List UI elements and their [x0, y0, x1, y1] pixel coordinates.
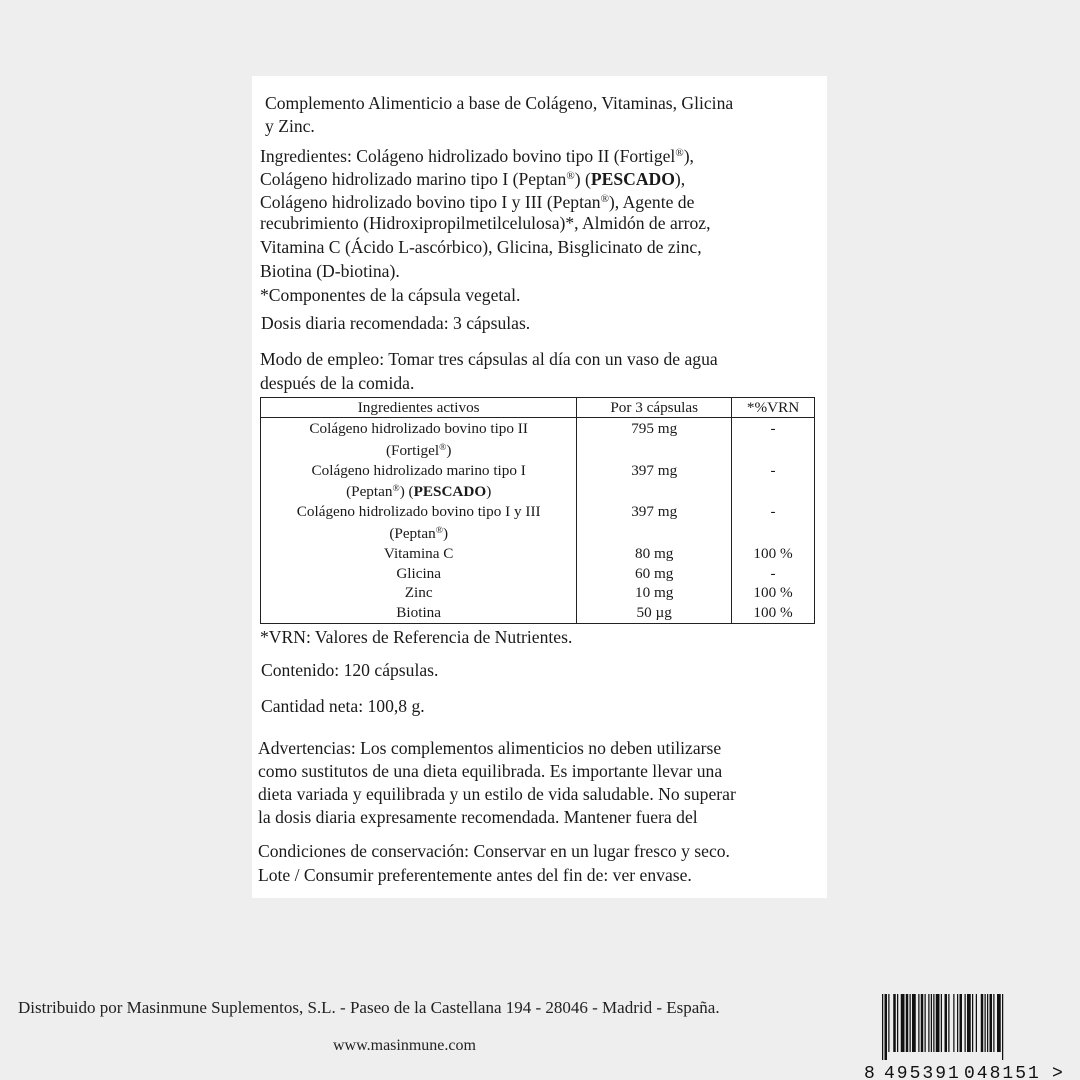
barcode-bar	[918, 994, 919, 1052]
barcode-bar	[893, 994, 896, 1052]
barcode-bar	[936, 994, 940, 1052]
ingredient-cell: Colágeno hidrolizado bovino tipo I y III (Peptan®)	[261, 502, 577, 544]
warnings-line-2: como sustitutos de una dieta equilibrada. Es importante llevar una	[258, 761, 723, 781]
barcode	[864, 990, 1070, 1080]
ingredient-cell: Colágeno hidrolizado marino tipo I (Peptan®) (PESCADO)	[261, 461, 577, 503]
barcode-bar	[953, 994, 954, 1052]
product-title-line-1: Complemento Alimenticio a base de Colágeno, Vitaminas, Glicina	[265, 93, 734, 113]
header-ingredients: Ingredientes activos	[261, 398, 577, 418]
usage-line-2: después de la comida.	[260, 373, 415, 393]
ingredients-line-4: recubrimiento (Hidroxipropilmetilcelulosa)*, Almidón de arroz,	[260, 213, 711, 233]
barcode-bar	[960, 994, 963, 1052]
barcode-bar	[897, 994, 898, 1052]
barcode-bar	[948, 994, 949, 1052]
barcode-bar	[965, 994, 966, 1052]
ingredients-line-3: Colágeno hidrolizado bovino tipo I y III (Peptan®), Agente de	[260, 192, 695, 212]
barcode-bar	[882, 994, 883, 1060]
table-row	[261, 603, 815, 623]
barcode-bar	[945, 994, 948, 1052]
vrn-cell: -	[732, 461, 815, 503]
barcode-bar	[985, 994, 986, 1052]
table-row	[261, 418, 815, 461]
table-row	[261, 544, 815, 564]
warnings-line-3: dieta variada y equilibrada y un estilo de vida saludable. No superar	[258, 784, 736, 804]
ingredient-cell: Glicina	[261, 564, 577, 584]
vrn-cell: 100 %	[732, 583, 815, 603]
amount-cell: 50 µg	[577, 603, 732, 623]
barcode-bar	[912, 994, 916, 1052]
amount-cell: 60 mg	[577, 564, 732, 584]
barcode-bar	[925, 994, 926, 1052]
barcode-bar	[1002, 994, 1003, 1060]
net-quantity: Cantidad neta: 100,8 g.	[261, 696, 425, 716]
barcode-bars	[882, 994, 1003, 1060]
vrn-cell: -	[732, 502, 815, 544]
warnings-line-1: Advertencias: Los complementos alimenticios no deben utilizarse	[258, 738, 722, 758]
amount-cell: 10 mg	[577, 583, 732, 603]
contents: Contenido: 120 cápsulas.	[261, 660, 439, 680]
amount-cell: 80 mg	[577, 544, 732, 564]
table-header-row	[261, 398, 815, 418]
barcode-bar	[885, 994, 888, 1060]
nutrition-table	[260, 397, 815, 624]
table-row	[261, 583, 815, 603]
barcode-bar	[990, 994, 993, 1052]
barcode-bar	[921, 994, 924, 1052]
vrn-note: *VRN: Valores de Referencia de Nutrientes.	[260, 627, 573, 647]
barcode-bar	[972, 994, 973, 1052]
storage-conditions: Condiciones de conservación: Conservar en un lugar fresco y seco.	[258, 841, 730, 861]
ingredients-line-6: Biotina (D-biotina).	[260, 261, 400, 281]
barcode-bar	[987, 994, 988, 1052]
barcode-left-digits: 495391	[884, 1064, 961, 1080]
barcode-bar	[888, 994, 889, 1052]
website-link: www.masinmune.com	[333, 1037, 476, 1054]
barcode-right-digits: 048151	[964, 1064, 1041, 1080]
barcode-bar	[976, 994, 977, 1052]
barcode-bar	[910, 994, 911, 1052]
usage-line-1: Modo de empleo: Tomar tres cápsulas al día con un vaso de agua	[260, 349, 718, 369]
warnings-line-4: la dosis diaria expresamente recomendada. Mantener fuera del	[258, 807, 698, 827]
barcode-bar	[931, 994, 932, 1052]
barcode-bar	[981, 994, 984, 1052]
daily-dose: Dosis diaria recomendada: 3 cápsulas.	[261, 313, 531, 333]
product-title-line-2: y Zinc.	[265, 116, 315, 136]
barcode-bar	[901, 994, 905, 1052]
ingredient-cell: Vitamina C	[261, 544, 577, 564]
header-per-3-capsules: Por 3 cápsulas	[577, 398, 732, 418]
table-row	[261, 461, 815, 503]
ingredient-cell: Zinc	[261, 583, 577, 603]
barcode-arrow: >	[1052, 1064, 1063, 1080]
table-row	[261, 564, 815, 584]
barcode-first-digit: 8	[864, 1064, 875, 1080]
ingredient-cell: Colágeno hidrolizado bovino tipo II (Fortigel®)	[261, 418, 577, 461]
vrn-cell: -	[732, 418, 815, 461]
ingredients-line-2: Colágeno hidrolizado marino tipo I (Peptan®) (PESCADO),	[260, 169, 686, 189]
vrn-cell: 100 %	[732, 603, 815, 623]
amount-cell: 795 mg	[577, 418, 732, 461]
barcode-bar	[941, 994, 942, 1052]
barcode-bar	[967, 994, 971, 1052]
vrn-cell: -	[732, 564, 815, 584]
vrn-cell: 100 %	[732, 544, 815, 564]
barcode-bar	[993, 994, 994, 1052]
ingredients-line-5: Vitamina C (Ácido L-ascórbico), Glicina, Bisglicinato de zinc,	[260, 237, 702, 257]
ingredients-line-1: Ingredientes: Colágeno hidrolizado bovino tipo II (Fortigel®),	[260, 146, 694, 166]
header-vrn: *%VRN	[732, 398, 815, 418]
capsule-note: *Componentes de la cápsula vegetal.	[260, 285, 521, 305]
distributor-info: Distribuido por Masinmune Suplementos, S.L. - Paseo de la Castellana 194 - 28046 - Madrid - España.	[18, 998, 720, 1017]
barcode-bar	[997, 994, 1001, 1052]
table-row	[261, 502, 815, 544]
ingredient-cell: Biotina	[261, 603, 577, 623]
barcode-bar	[933, 994, 934, 1052]
amount-cell: 397 mg	[577, 461, 732, 503]
lot-expiry: Lote / Consumir preferentemente antes del fin de: ver envase.	[258, 865, 692, 885]
barcode-bar	[957, 994, 958, 1052]
barcode-bar	[906, 994, 909, 1052]
amount-cell: 397 mg	[577, 502, 732, 544]
barcode-bar	[928, 994, 929, 1052]
